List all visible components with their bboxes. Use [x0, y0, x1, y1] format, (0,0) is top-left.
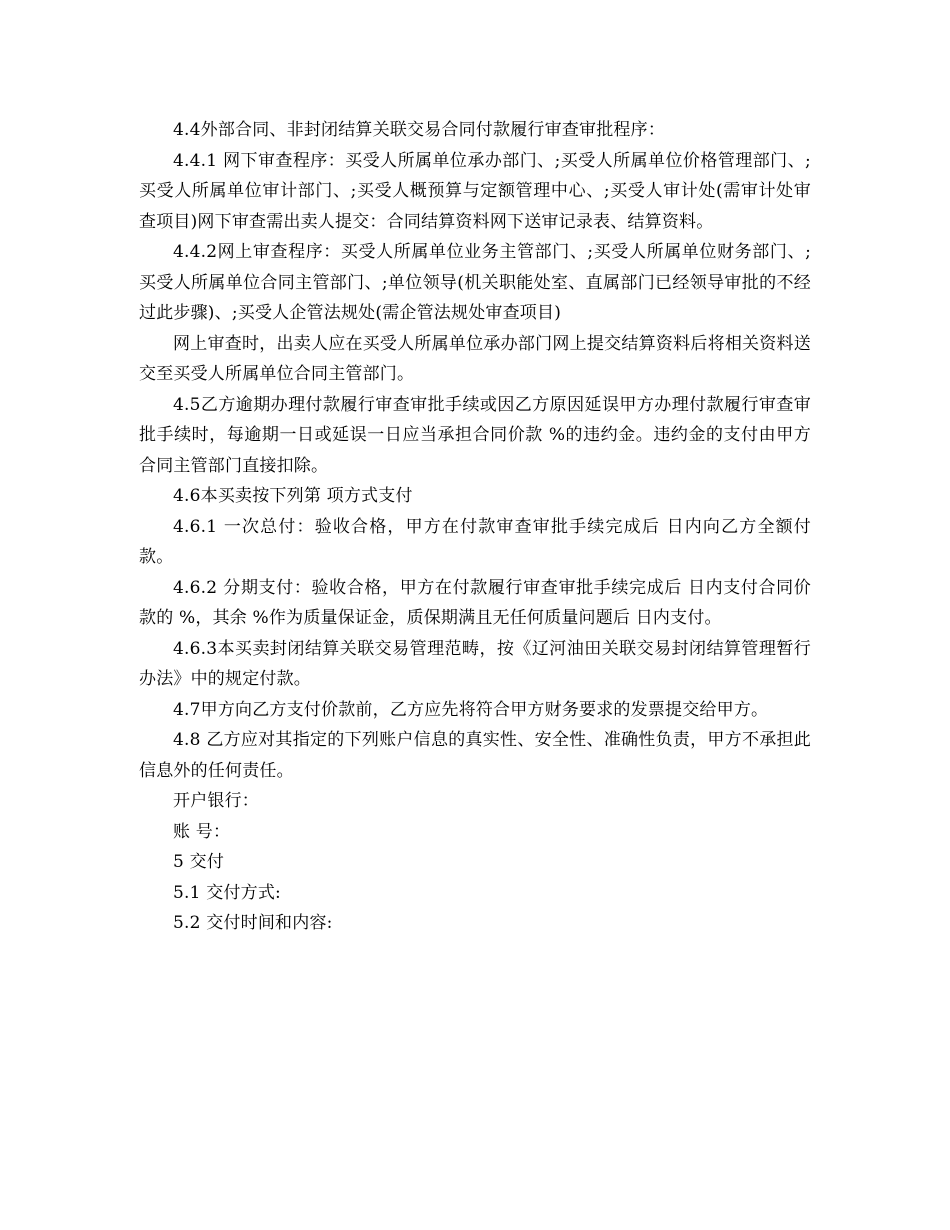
- paragraph-4-6-1: 4.6.1 一次总付：验收合格，甲方在付款审查审批手续完成后 日内向乙方全额付款。: [139, 516, 811, 567]
- paragraph-4-6: 4.6本买卖按下列第 项方式支付: [173, 486, 413, 506]
- paragraph-4-6-3: 4.6.3本买卖封闭结算关联交易管理范畴，按《辽河油田关联交易封闭结算管理暂行办法》中的规定付款。: [139, 638, 811, 689]
- section-5-heading: 5 交付: [173, 852, 225, 872]
- paragraph-5-1: 5.1 交付方式:: [173, 882, 281, 903]
- document-page: [139, 115, 811, 939]
- paragraph-4-5: 4.5乙方逾期办理付款履行审查审批手续或因乙方原因延误甲方办理付款履行审查审批手续时，每逾期一日或延误一日应当承担合同价款 %的违约金。违约金的支付由甲方合同主管部门直接扣除。: [139, 394, 811, 476]
- paragraph-4-6-2: 4.6.2 分期支付：验收合格，甲方在付款履行审查审批手续完成后 日内支付合同价款的 %，其余 %作为质量保证金，质保期满且无任何质量问题后 日内支付。: [139, 577, 811, 628]
- paragraph-online-review: 网上审查时，出卖人应在买受人所属单位承办部门网上提交结算资料后将相关资料送交至买受人所属单位合同主管部门。: [139, 333, 811, 384]
- paragraph-4-7: 4.7甲方向乙方支付价款前，乙方应先将符合甲方财务要求的发票提交给甲方。: [173, 699, 769, 720]
- paragraph-4-4: 4.4外部合同、非封闭结算关联交易合同付款履行审查审批程序：: [173, 120, 666, 140]
- field-bank: 开户银行：: [173, 791, 259, 811]
- paragraph-4-4-1: 4.4.1 网下审查程序：买受人所属单位承办部门、;买受人所属单位价格管理部门、;买受人所属单位审计部门、;买受人概预算与定额管理中心、;买受人审计处(需审计处审查项目)网下审查需出卖人提交：合同结算资料网下送审记录表、结算资料。: [139, 150, 811, 232]
- field-account: 账 号：: [173, 821, 231, 842]
- paragraph-5-2: 5.2 交付时间和内容:: [173, 913, 333, 933]
- paragraph-4-4-2: 4.4.2网上审查程序：买受人所属单位业务主管部门、;买受人所属单位财务部门、;买受人所属单位合同主管部门、;单位领导(机关职能处室、直属部门已经领导审批的不经过此步骤)、;买受人企管法规处(需企管法规处审查项目): [139, 242, 811, 323]
- paragraph-4-8: 4.8 乙方应对其指定的下列账户信息的真实性、安全性、准确性负责，甲方不承担此信息外的任何责任。: [139, 730, 811, 781]
